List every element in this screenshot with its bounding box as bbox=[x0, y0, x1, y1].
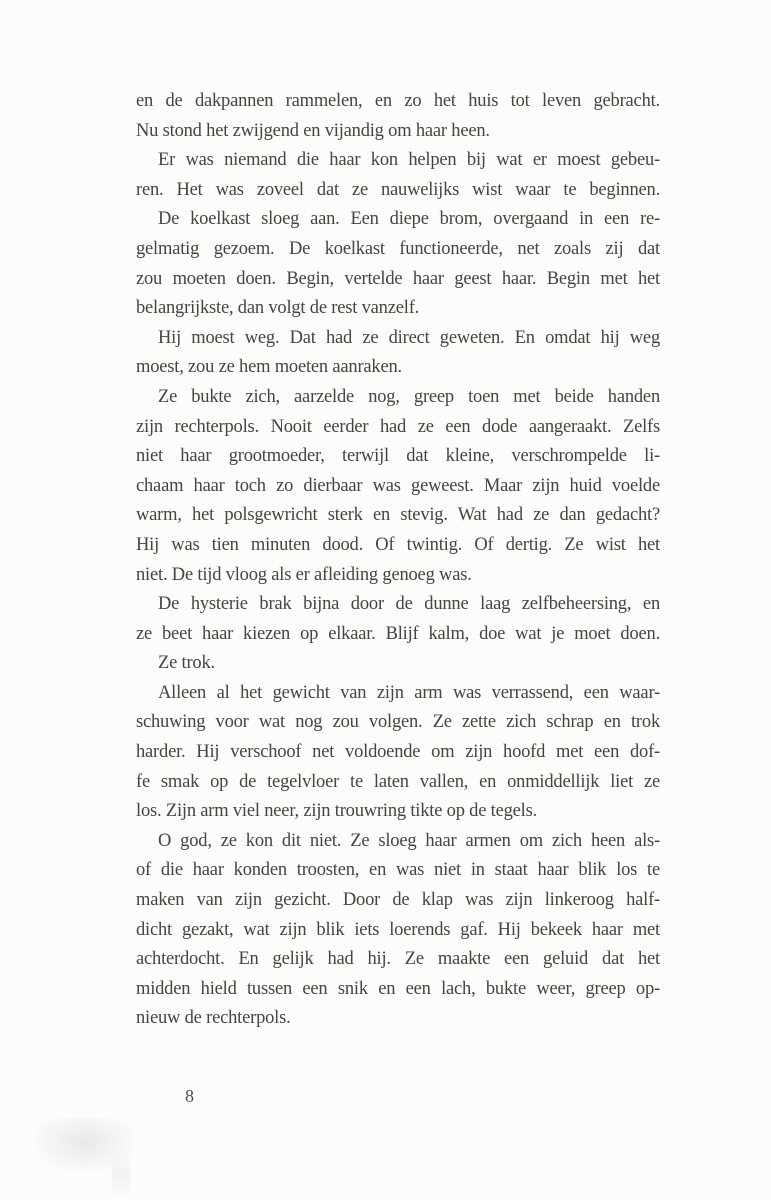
text-line: midden hield tussen een snik en een lach, bukte weer, greep op- bbox=[136, 978, 660, 999]
text-line: zou moeten doen. Begin, vertelde haar geest haar. Begin met het bbox=[136, 268, 660, 289]
text-line: Er was niemand die haar kon helpen bij wat er moest gebeu- bbox=[158, 150, 660, 171]
text-line: zijn rechterpols. Nooit eerder had ze een dode aangeraakt. Zelfs bbox=[136, 416, 660, 437]
text-line: Hij moest weg. Dat had ze direct geweten. En omdat hij weg bbox=[158, 327, 660, 348]
text-line: ren. Het was zoveel dat ze nauwelijks wist waar te beginnen. bbox=[136, 179, 660, 200]
text-line: of die haar konden troosten, en was niet in staat haar blik los te bbox=[136, 860, 660, 881]
text-line: moest, zou ze hem moeten aanraken. bbox=[136, 357, 402, 378]
text-line: fe smak op de tegelvloer te laten vallen, en onmiddellijk liet ze bbox=[136, 771, 660, 792]
text-line: niet haar grootmoeder, terwijl dat kleine, verschrompelde li- bbox=[136, 446, 660, 467]
text-line: nieuw de rechterpols. bbox=[136, 1008, 291, 1029]
text-line: De hysterie brak bijna door de dunne laag zelfbeheersing, en bbox=[158, 594, 660, 615]
text-line: chaam haar toch zo dierbaar was geweest. Maar zijn huid voelde bbox=[136, 475, 660, 496]
text-line: De koelkast sloeg aan. Een diepe brom, overgaand in een re- bbox=[158, 209, 660, 230]
text-line: harder. Hij verschoof net voldoende om zijn hoofd met een dof- bbox=[136, 742, 660, 763]
text-line: achterdocht. En gelijk had hij. Ze maakte een geluid dat het bbox=[136, 949, 660, 970]
text-line: schuwing voor wat nog zou volgen. Ze zette zich schrap en trok bbox=[136, 712, 660, 733]
text-line: Nu stond het zwijgend en vijandig om haar heen. bbox=[136, 120, 490, 141]
text-line: warm, het polsgewricht sterk en stevig. Wat had ze dan gedacht? bbox=[136, 505, 660, 526]
text-line: Ze trok. bbox=[158, 653, 215, 674]
text-line: belangrijkste, dan volgt de rest vanzelf. bbox=[136, 298, 420, 319]
text-line: maken van zijn gezicht. Door de klap was zijn linkeroog half- bbox=[136, 890, 660, 911]
text-line: en de dakpannen rammelen, en zo het huis tot leven gebracht. bbox=[136, 91, 660, 111]
text-line: Ze bukte zich, aarzelde nog, greep toen met beide handen bbox=[158, 386, 660, 407]
page-text bbox=[136, 87, 660, 1034]
text-line: niet. De tijd vloog als er afleiding genoeg was. bbox=[136, 564, 472, 585]
page-number: 8 bbox=[185, 1086, 194, 1106]
scan-smudge bbox=[35, 1118, 145, 1178]
text-line: ze beet haar kiezen op elkaar. Blijf kalm, doe wat je moet doen. bbox=[136, 623, 660, 644]
text-line: dicht gezakt, wat zijn blik iets loerends gaf. Hij bekeek haar met bbox=[136, 919, 660, 940]
text-line: los. Zijn arm viel neer, zijn trouwring tikte op de tegels. bbox=[136, 801, 538, 822]
text-line: gelmatig gezoem. De koelkast functioneerde, net zoals zij dat bbox=[136, 238, 660, 259]
scan-streak bbox=[112, 1150, 130, 1200]
text-line: Hij was tien minuten dood. Of twintig. Of dertig. Ze wist het bbox=[136, 534, 660, 555]
text-line: O god, ze kon dit niet. Ze sloeg haar armen om zich heen als- bbox=[158, 830, 660, 851]
text-line: Alleen al het gewicht van zijn arm was verrassend, een waar- bbox=[158, 682, 660, 703]
